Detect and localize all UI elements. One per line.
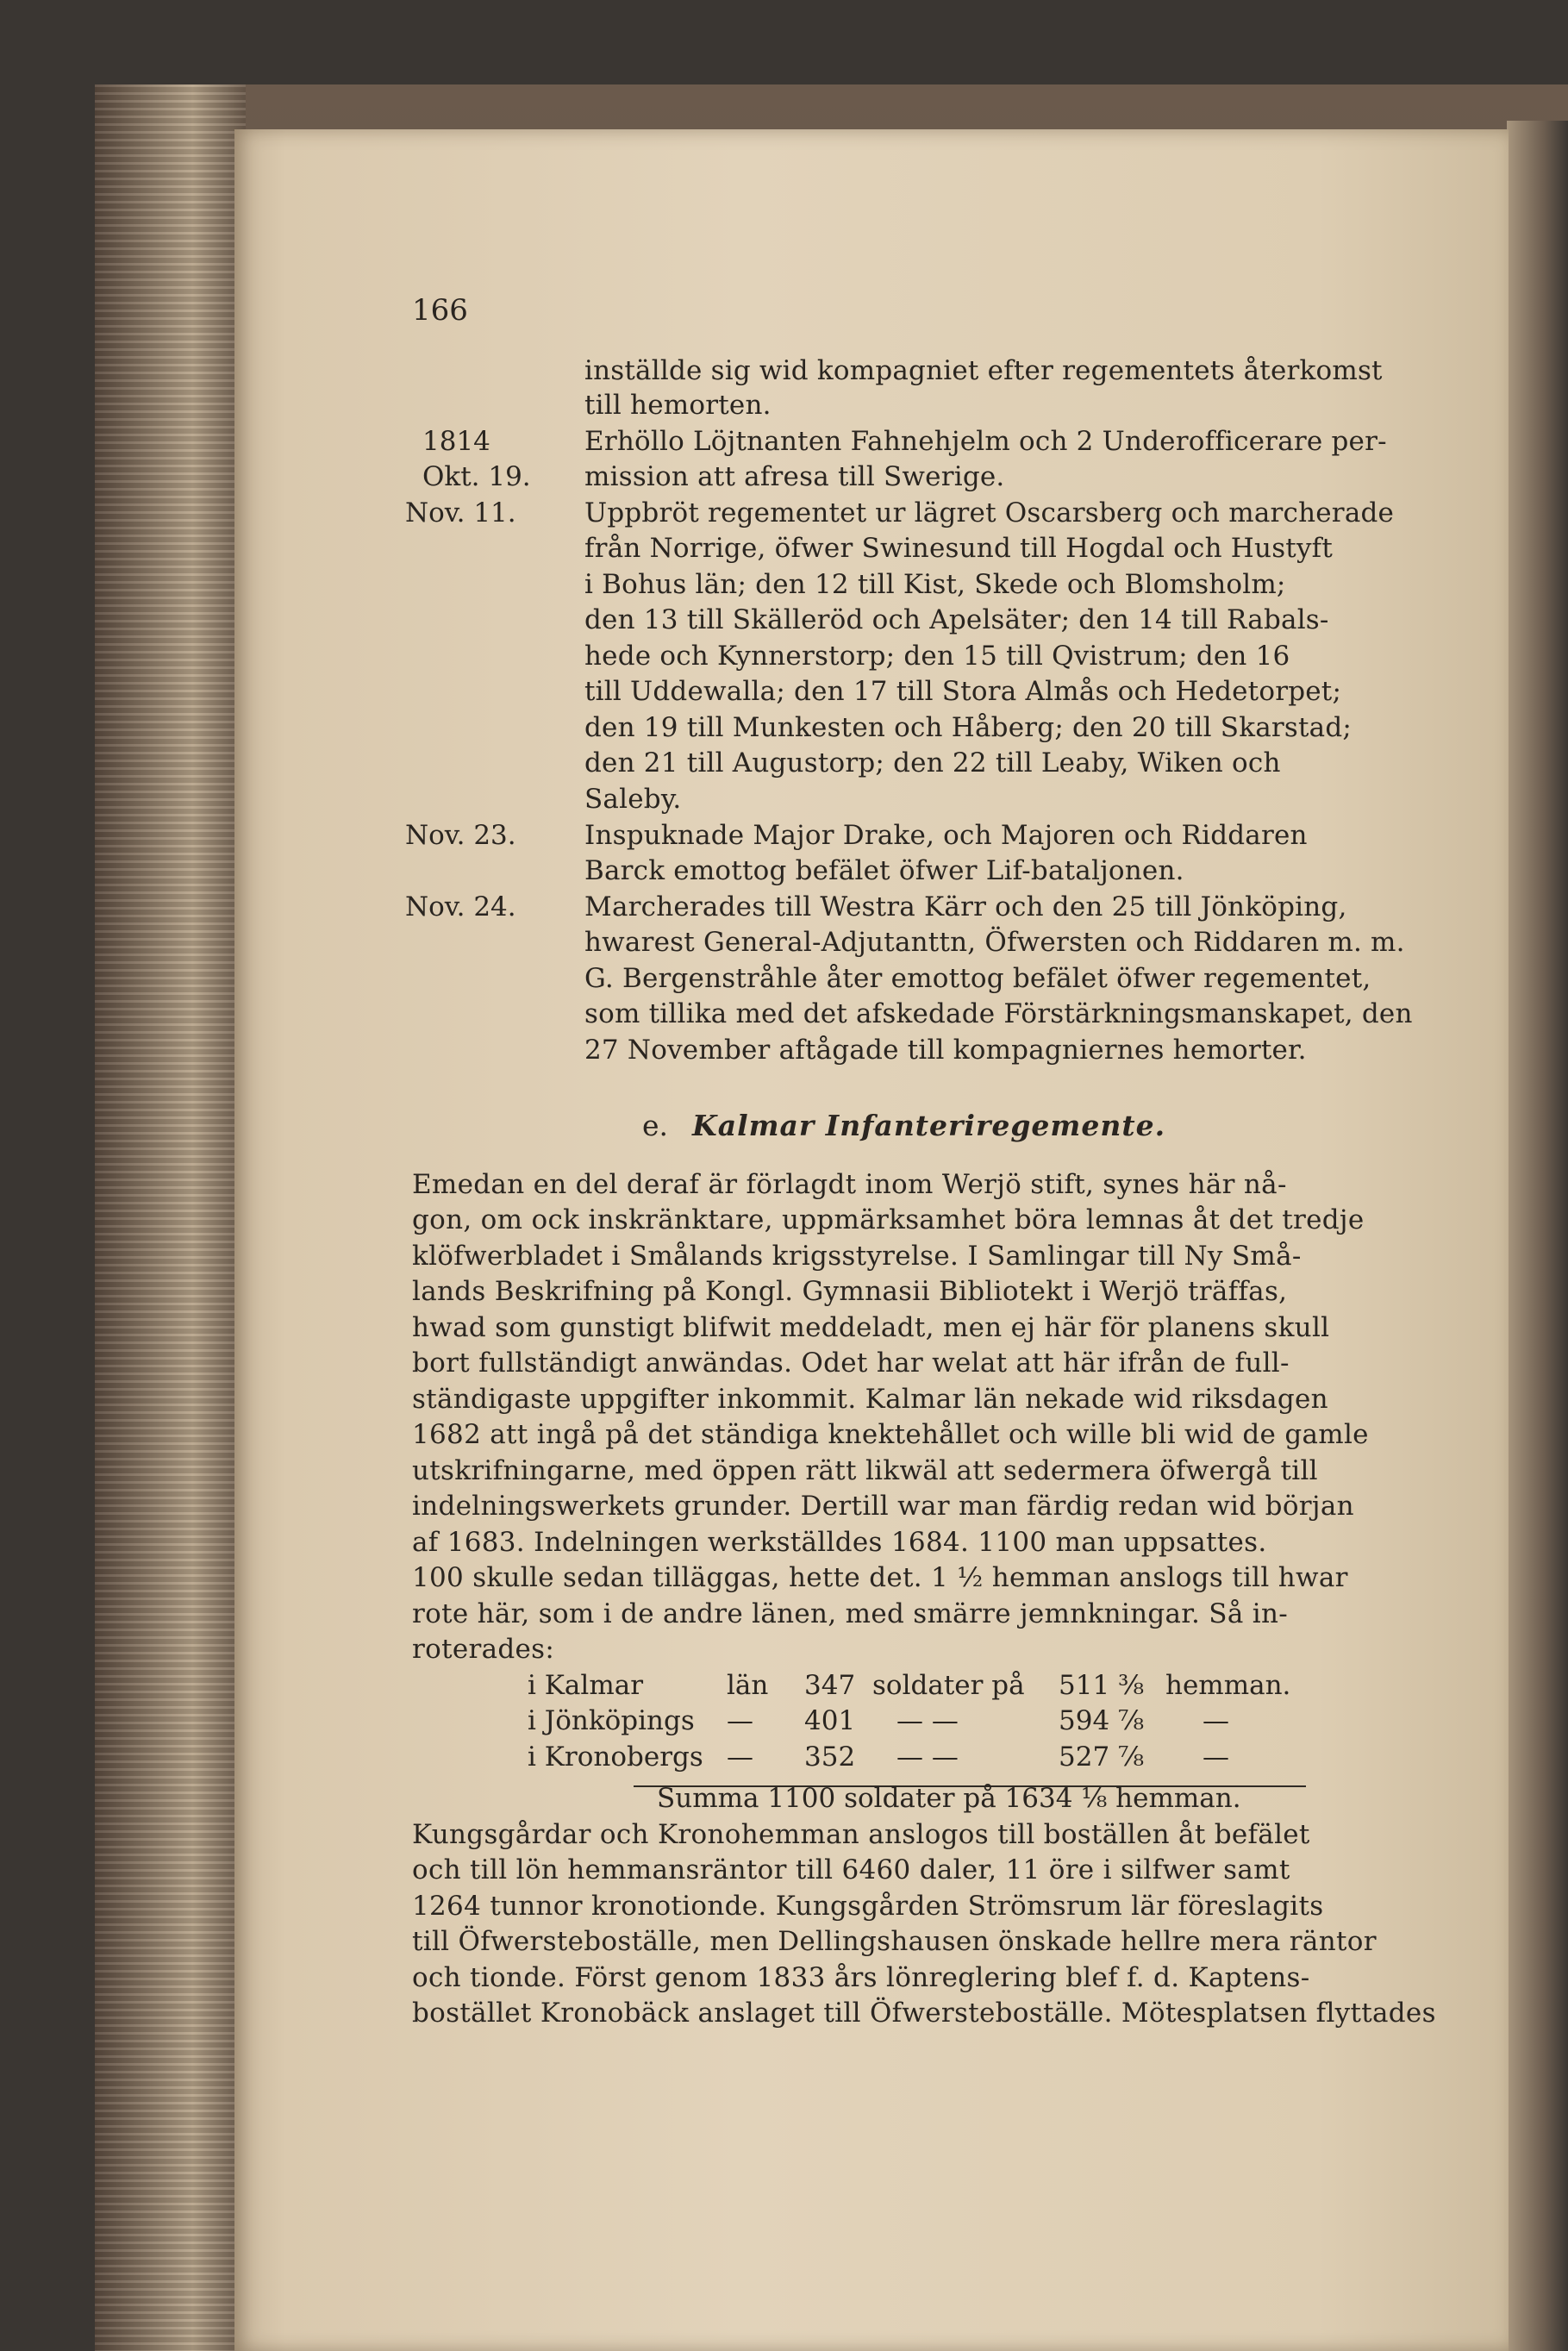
entry-line: 27 November aftågade till kompagniernes hemorter.	[584, 1035, 1307, 1066]
table-region: i Jönköpings	[528, 1705, 695, 1736]
table-region: i Kronobergs	[528, 1741, 703, 1773]
paragraph-line: af 1683. Indelningen werkställdes 1684. 1100 man uppsattes.	[412, 1527, 1267, 1558]
table-unit: län	[727, 1670, 769, 1701]
page-edge	[1507, 121, 1568, 2351]
entry-line: hwarest General-Adjutanttn, Öfwersten och Riddaren m. m.	[584, 927, 1405, 958]
table-hemman-word: —	[1203, 1741, 1229, 1773]
entry-date: Nov. 23.	[405, 820, 516, 851]
table-unit: —	[727, 1741, 753, 1773]
entry-line: mission att afresa till Swerige.	[584, 461, 1005, 492]
entry-date: Okt. 19.	[422, 461, 531, 492]
paragraph-line: utskrifningarne, med öppen rätt likwäl att sedermera öfwergå till	[412, 1455, 1318, 1486]
section-title: Kalmar Infanteriregemente.	[692, 1109, 1166, 1142]
table-sum: Summa 1100 soldater på 1634 ¹⁄₈ hemman.	[657, 1783, 1241, 1814]
entry-line: den 19 till Munkesten och Håberg; den 20 till Skarstad;	[584, 712, 1352, 743]
entry-line: inställde sig wid kompagniet efter regementets återkomst	[584, 355, 1383, 386]
entry-line: hede och Kynnerstorp; den 15 till Qvistrum; den 16	[584, 641, 1290, 672]
table-hemman: 511 ³⁄₈	[1059, 1670, 1145, 1701]
paragraph-line: roterades:	[412, 1634, 555, 1665]
entry-date: Nov. 11.	[405, 497, 516, 528]
table-soldiers: 401	[804, 1705, 856, 1736]
table-region: i Kalmar	[528, 1670, 644, 1701]
entry-line: G. Bergenstråhle åter emottog befälet öfwer regementet,	[584, 963, 1371, 994]
page-number: 166	[412, 293, 468, 328]
paragraph-line: och tionde. Först genom 1833 års lönreglering blef f. d. Kaptens-	[412, 1962, 1310, 1993]
paragraph-line: bort fullständigt anwändas. Odet har welat att här ifrån de full-	[412, 1347, 1290, 1379]
table-soldiers: 352	[804, 1741, 856, 1773]
entry-line: Uppbröt regementet ur lägret Oscarsberg och marcherade	[584, 497, 1395, 528]
entry-line: till hemorten.	[584, 390, 772, 421]
paragraph-line: 1682 att ingå på det ständiga knektehållet och wille bli wid de gamle	[412, 1419, 1369, 1450]
paragraph-line: bostället Kronobäck anslaget till Öfwersteboställe. Mötesplatsen flyttades	[412, 1998, 1436, 2029]
paragraph-line: 1264 tunnor kronotionde. Kungsgården Strömsrum lär föreslagits	[412, 1891, 1324, 1922]
paragraph-line: och till lön hemmansräntor till 6460 daler, 11 öre i silfwer samt	[412, 1854, 1290, 1885]
paragraph-line: ständigaste uppgifter inkommit. Kalmar län nekade wid riksdagen	[412, 1384, 1328, 1415]
section-heading	[642, 1109, 1165, 1142]
table-word: — —	[896, 1741, 959, 1773]
entry-line: Saleby.	[584, 784, 682, 815]
section-letter: e.	[642, 1109, 669, 1142]
paragraph-line: indelningswerkets grunder. Dertill war man färdig redan wid början	[412, 1491, 1354, 1522]
table-word: soldater på	[872, 1670, 1025, 1701]
table-hemman-word: —	[1203, 1705, 1229, 1736]
entry-line: den 21 till Augustorp; den 22 till Leaby, Wiken och	[584, 747, 1281, 778]
entry-line: Barck emottog befälet öfwer Lif-bataljonen.	[584, 855, 1184, 886]
entry-line: från Norrige, öfwer Swinesund till Hogdal och Hustyft	[584, 533, 1334, 564]
entry-line: Erhöllo Löjtnanten Fahnehjelm och 2 Underofficerare per-	[584, 426, 1387, 457]
paragraph-line: klöfwerbladet i Smålands krigsstyrelse. I Samlingar till Ny Små-	[412, 1241, 1302, 1272]
entry-line: till Uddewalla; den 17 till Stora Almås och Hedetorpet;	[584, 676, 1342, 707]
paragraph-line: rote här, som i de andre länen, med smärre jemnkningar. Så in-	[412, 1598, 1289, 1629]
entry-line: i Bohus län; den 12 till Kist, Skede och Blomsholm;	[584, 569, 1286, 600]
table-hemman-word: hemman.	[1165, 1670, 1291, 1701]
paragraph-line: till Öfwersteboställe, men Dellingshausen önskade hellre mera räntor	[412, 1926, 1377, 1957]
entry-date: 1814	[422, 426, 490, 457]
table-unit: —	[727, 1705, 753, 1736]
book-spine	[95, 84, 246, 2351]
entry-date: Nov. 24.	[405, 891, 516, 922]
table-word: — —	[896, 1705, 959, 1736]
paragraph-line: Kungsgårdar och Kronohemman anslogos till boställen åt befälet	[412, 1819, 1310, 1850]
entry-line: Marcherades till Westra Kärr och den 25 till Jönköping,	[584, 891, 1347, 922]
table-hemman: 527 ⁷⁄₈	[1059, 1741, 1145, 1773]
entry-line: Inspuknade Major Drake, och Majoren och Riddaren	[584, 820, 1308, 851]
table-soldiers: 347	[804, 1670, 856, 1701]
entry-line: den 13 till Skälleröd och Apelsäter; den 14 till Rabals-	[584, 604, 1329, 635]
paragraph-line: hwad som gunstigt blifwit meddeladt, men ej här för planens skull	[412, 1312, 1330, 1343]
paragraph-line: gon, om ock inskränktare, uppmärksamhet böra lemnas åt det tredje	[412, 1204, 1365, 1235]
paragraph-line: Emedan en del deraf är förlagdt inom Werjö stift, synes här nå-	[412, 1169, 1287, 1200]
entry-line: som tillika med det afskedade Förstärkningsmanskapet, den	[584, 998, 1413, 1029]
paragraph-line: 100 skulle sedan tilläggas, hette det. 1 ½ hemman anslogs till hwar	[412, 1562, 1348, 1593]
table-hemman: 594 ⁷⁄₈	[1059, 1705, 1145, 1736]
paragraph-line: lands Beskrifning på Kongl. Gymnasii Bibliotekt i Werjö träffas,	[412, 1276, 1288, 1307]
